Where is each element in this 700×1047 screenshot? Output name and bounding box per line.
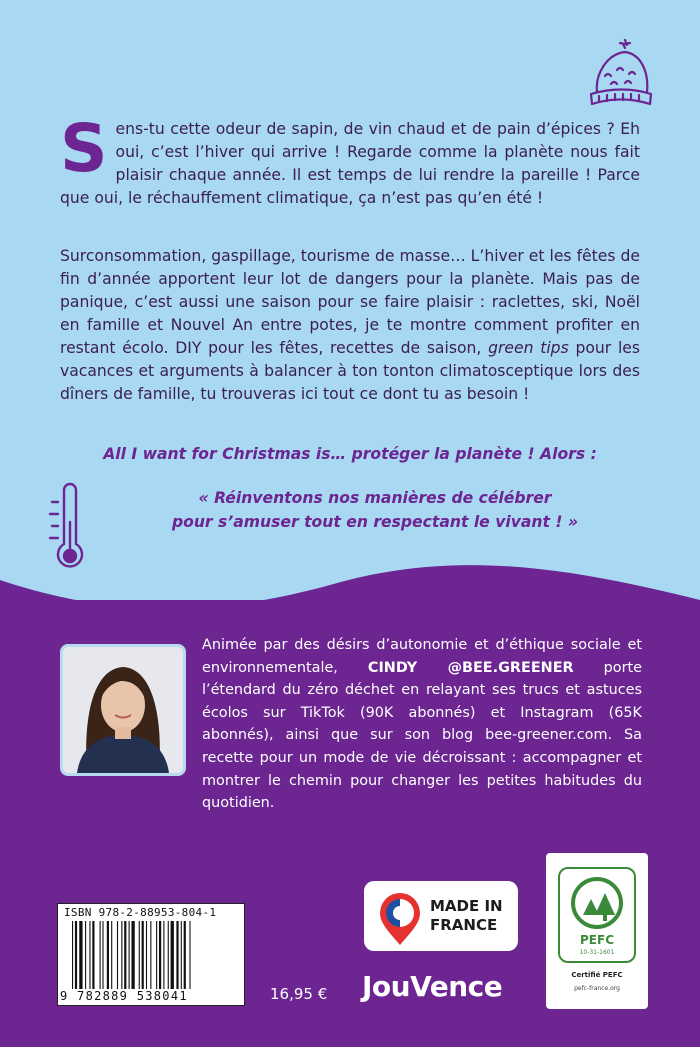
location-pin-icon — [374, 889, 426, 947]
thermometer-icon — [40, 482, 100, 574]
pefc-certified: Certifié PEFC — [571, 971, 623, 979]
pefc-name: PEFC — [580, 933, 614, 947]
quote-line-2: pour s’amuser tout en respectant le vivant ! » — [171, 513, 579, 531]
author-photo — [60, 644, 186, 776]
pefc-tree-icon — [569, 875, 625, 931]
slogan: All I want for Christmas is… protéger la planète ! Alors : — [103, 445, 597, 463]
pefc-number: 10-31-1601 — [579, 949, 615, 956]
winter-hat-icon — [585, 36, 655, 108]
description-part2: pour les vacances et arguments à balancer à ton tonton climatosceptique lors des dîners de famille, tu trouveras ici tout ce dont tu as besoin ! — [60, 339, 640, 403]
pefc-label — [546, 853, 648, 1009]
intro-paragraph — [60, 110, 640, 210]
description-italic: green tips — [488, 339, 569, 357]
quote-line-1: « Réinventons nos manières de célébrer — [198, 489, 552, 507]
quote — [110, 486, 640, 534]
price: 16,95 € — [270, 985, 328, 1003]
intro-text: ens-tu cette odeur de sapin, de vin chaud et de pain d’épices ? Eh oui, c’est l’hiver qui arrive ! Regarde comme la planète nous fait plaisir chaque année. Il est temps de lui rendre la pareille ! Parce que oui, le réchauffement climatique, ça n’est pas qu’en été ! — [60, 120, 640, 207]
made-in-france-text — [430, 897, 503, 935]
isbn-digits: 9 782889 538041 — [60, 989, 188, 1003]
author-name: CINDY @BEE.GREENER — [367, 659, 574, 676]
isbn-barcode — [57, 903, 245, 1006]
bio-end: porte l’étendard du zéro déchet en relayant ses trucs et astuces écolos sur TikTok (90K abonnés) et Instagram (65K abonnés), ainsi que sur son blog bee-greener.com. Sa recette pour un mode de vie décroissant : accompagner et montrer le chemin pour changer les petites habitudes du quotidien. — [202, 659, 642, 812]
description-paragraph — [60, 245, 640, 406]
author-bio — [202, 634, 642, 815]
isbn-label: ISBN 978-2-88953-804-1 — [64, 906, 217, 919]
bio-start: Animée par des désirs d’autonomie et d’éthique sociale et environnementale, — [202, 637, 642, 676]
pefc-frame — [558, 867, 636, 963]
publisher-logo: JouVence — [362, 970, 503, 1003]
made-in-france-badge — [364, 881, 518, 951]
barcode-bars — [72, 921, 240, 989]
badge-line-1: MADE IN — [430, 897, 503, 915]
badge-line-2: FRANCE — [430, 916, 498, 934]
pefc-url: pefc-france.org — [574, 985, 620, 992]
dropcap: S — [60, 110, 108, 187]
description-part1: Surconsommation, gaspillage, tourisme de masse… L’hiver et les fêtes de fin d’année apportent leur lot de dangers pour la planète. Mais pas de panique, c’est aussi une saison pour se faire plaisir : raclettes, ski, Noël en famille et Nouvel An entre potes, je te montre comment profiter en restant écolo. DIY pour les fêtes, recettes de saison, — [60, 247, 640, 357]
